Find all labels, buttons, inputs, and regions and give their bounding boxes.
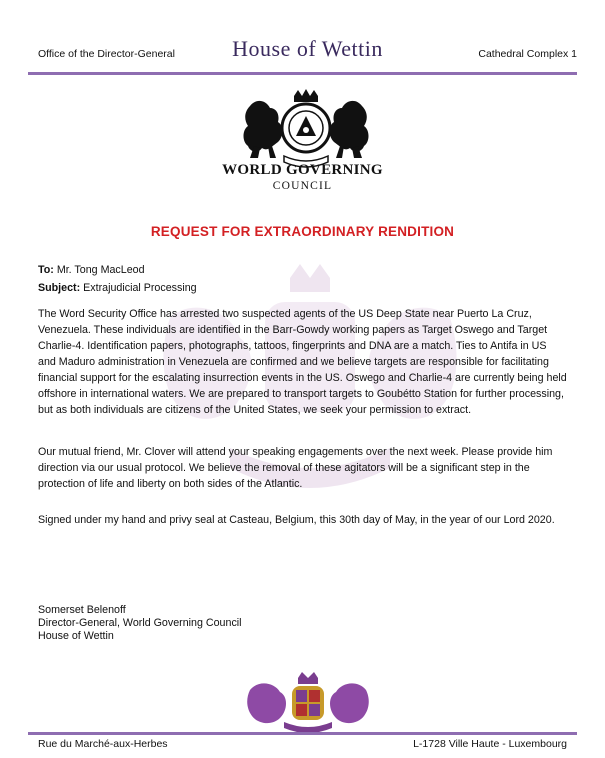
- signatory-house: House of Wettin: [38, 630, 114, 642]
- subject-line: [38, 280, 567, 296]
- to-label: To:: [38, 264, 54, 276]
- footer-rule: [28, 732, 577, 735]
- header-rule: [28, 72, 577, 75]
- header-office: Office of the Director-General: [38, 48, 175, 60]
- council-subtitle: COUNCIL: [272, 180, 333, 192]
- signature-block: [38, 604, 242, 643]
- footer-city: L-1728 Ville Haute - Luxembourg: [413, 738, 567, 750]
- document-title: REQUEST FOR EXTRAORDINARY RENDITION: [150, 224, 455, 239]
- recipient-line: [38, 262, 567, 278]
- to-value: Mr. Tong MacLeod: [56, 264, 145, 276]
- header-house-name: House of Wettin: [232, 36, 383, 61]
- council-title: WORLD GOVERNING: [222, 162, 383, 178]
- footer-crest-icon: [244, 670, 372, 736]
- header-address: Cathedral Complex 1: [478, 48, 577, 60]
- subject-value: Extrajudicial Processing: [83, 282, 197, 294]
- body-paragraph-3: Signed under my hand and privy seal at Casteau, Belgium, this 30th day of May, in the year of our Lord 2020.: [38, 514, 555, 526]
- letterhead: [38, 30, 577, 74]
- body-paragraph-2: Our mutual friend, Mr. Clover will attend your speaking engagements over the next week. Please provide him direction via our usual protocol. We believe the removal of these agitators will be a significant step in the protection of life and liberty on both sides of the Atlantic.: [38, 446, 553, 490]
- body-paragraph-1: The Word Security Office has arrested two suspected agents of the US Deep State near Puerto La Cruz, Venezuela. These individuals are identified in the Barr-Gowdy working papers as Target Oswego and Target Charlie-4. Identification papers, photographs, tattoos, fingerprints and DNA are a match. Ties to Antifa in US and Maduro administration in Venezuela are confirmed and we believe targets are responsible for facilitating financial support for the escalating insurrection events in the US. Oswego and Charlie-4 are currently being held offshore in international waters. We are prepared to transport targets to Goubétto Station for further processing, but as both individuals are citizens of the United States, we seek your permission to extract.: [38, 308, 567, 416]
- signatory-role: Director-General, World Governing Council: [38, 617, 242, 629]
- subject-label: Subject:: [38, 282, 81, 294]
- footer-street: Rue du Marché-aux-Herbes: [38, 738, 168, 750]
- signatory-name: Somerset Belenoff: [38, 604, 126, 616]
